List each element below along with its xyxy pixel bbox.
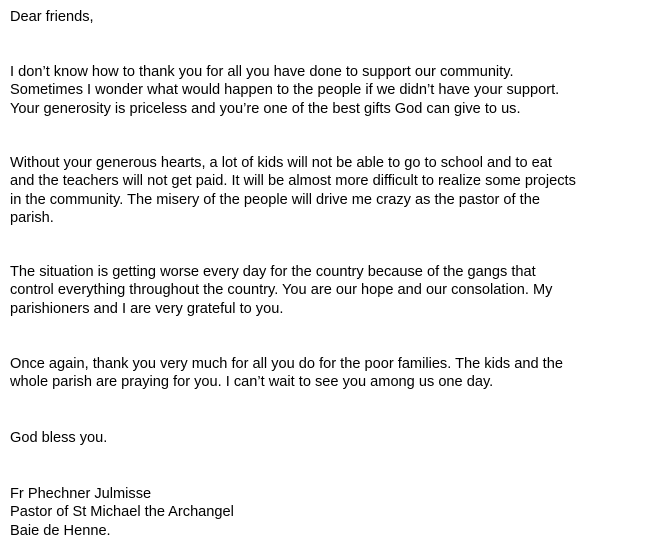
letter-greeting: Dear friends,	[10, 9, 94, 25]
paragraph-line: and the teachers will not get paid. It will be almost more difficult to realize some projects	[10, 173, 576, 190]
paragraph-line: Once again, thank you very much for all you do for the poor families. The kids and the	[10, 356, 563, 372]
letter-blessing: God bless you.	[10, 430, 108, 446]
paragraph-line: parish.	[10, 210, 54, 227]
paragraph-line: in the community. The misery of the people will drive me crazy as the pastor of the	[10, 191, 540, 208]
signature-title: Pastor of St Michael the Archangel	[10, 504, 234, 521]
paragraph-impact	[10, 154, 640, 228]
signature-place: Baie de Henne.	[10, 522, 111, 539]
signature-block	[10, 485, 640, 540]
paragraph-line: parishioners and I are very grateful to you.	[10, 300, 284, 317]
paragraph-gratitude	[10, 63, 640, 118]
paragraph-situation	[10, 263, 640, 318]
paragraph-line: Sometimes I wonder what would happen to the people if we didn’t have your support.	[10, 82, 560, 99]
paragraph-thanks	[10, 355, 640, 392]
signature-name: Fr Phechner Julmisse	[10, 486, 152, 502]
paragraph-line: control everything throughout the country. You are our hope and our consolation. My	[10, 282, 553, 299]
paragraph-line: Your generosity is priceless and you’re one of the best gifts God can give to us.	[10, 100, 521, 117]
paragraph-line: Without your generous hearts, a lot of kids will not be able to go to school and to eat	[10, 155, 552, 171]
paragraph-line: The situation is getting worse every day for the country because of the gangs that	[10, 264, 536, 280]
paragraph-line: whole parish are praying for you. I can’t wait to see you among us one day.	[10, 374, 494, 391]
paragraph-line: I don’t know how to thank you for all you have done to support our community.	[10, 64, 514, 80]
